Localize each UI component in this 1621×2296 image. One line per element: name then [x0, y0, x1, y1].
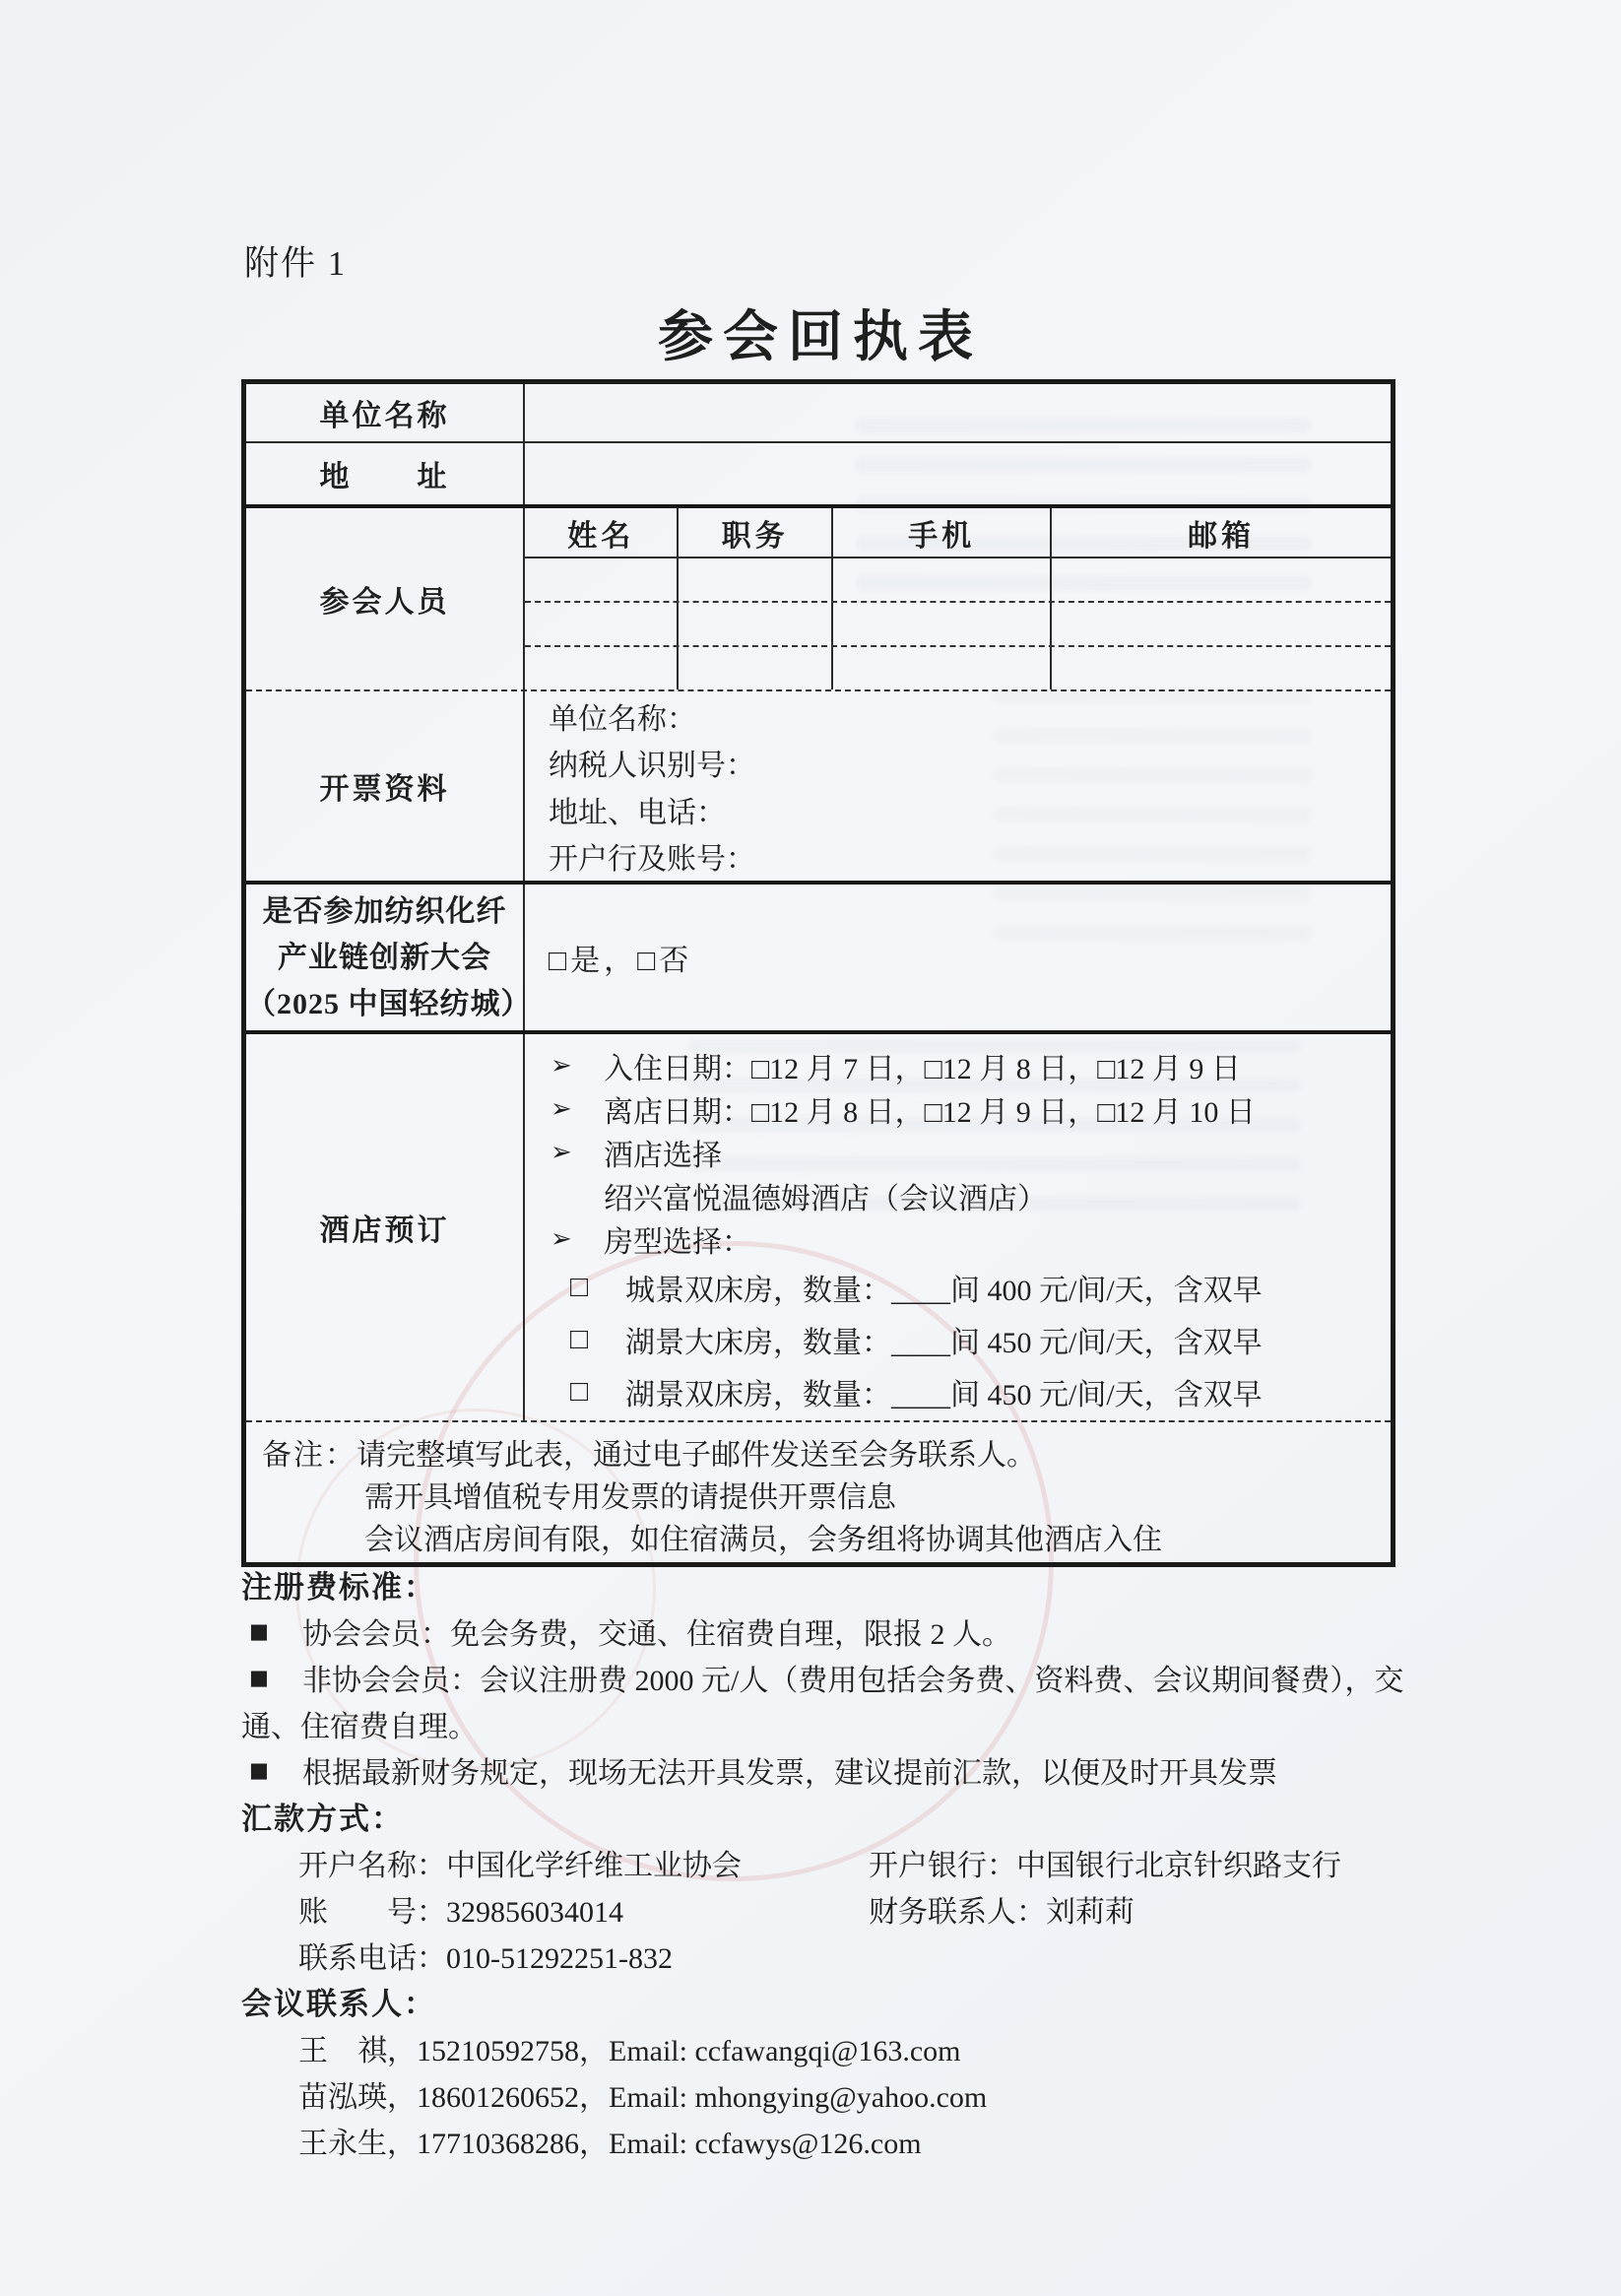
room-lake-king-line: □ 湖景大床房，数量：____间 450 元/间/天，含双早 — [570, 1322, 1263, 1359]
hotel-choice-line: ➢ 酒店选择 — [551, 1138, 722, 1172]
arrow-bullet-icon: ➢ — [551, 1138, 572, 1167]
column-header-mobile: 手机 — [833, 508, 1052, 557]
arrow-bullet-icon: ➢ — [551, 1051, 572, 1081]
hotel-checkin-line: ➢ 入住日期：□12 月 7 日，□12 月 8 日，□12 月 9 日 — [551, 1051, 1241, 1085]
registration-fee-heading: 注册费标准： — [241, 1570, 436, 1605]
payment-bank: 开户银行：中国银行北京针织路支行 — [869, 1849, 1341, 1882]
payment-account-number: 账 号：329856034014 — [298, 1895, 623, 1929]
attachment-label: 附件 1 — [244, 244, 348, 283]
notes-text — [246, 1422, 1182, 1562]
payment-account-name: 开户名称：中国化学纤维工业协会 — [298, 1849, 742, 1882]
attendees-header-row — [525, 508, 1391, 558]
contact-line-3: 王永生，17710368286，Email: ccfawys@126.com — [298, 2127, 922, 2160]
registration-form-table — [241, 379, 1395, 1567]
square-bullet-icon: ■ — [249, 1757, 269, 1782]
participation-choice — [525, 885, 1391, 1030]
hotel-name-line: 绍兴富悦温德姆酒店（会议酒店） — [604, 1183, 1047, 1215]
fee-nonmember-line: ■ 非协会会员：会议注册费 2000 元/人（费用包括会务费、资料费、会议期间餐费），交 — [249, 1664, 1404, 1697]
square-bullet-icon: ■ — [249, 1618, 269, 1643]
address-field — [525, 443, 1391, 504]
row-hotel-booking — [246, 1034, 1391, 1422]
row-attendees — [246, 508, 1391, 691]
yes-no-checkboxes: □是，□否 — [549, 945, 693, 977]
attendee-empty-row — [525, 603, 1391, 647]
checkbox-icon: □ — [570, 1322, 589, 1355]
address-label: 地 址 — [246, 443, 525, 504]
fee-invoice-rule-line: ■ 根据最新财务规定，现场无法开具发票，建议提前汇款，以便及时开具发票 — [249, 1756, 1277, 1790]
payment-row-1 — [241, 1839, 1492, 1885]
participation-label: 是否参加纺织化纤 产业链创新大会 （2025 中国轻纺城） — [246, 885, 525, 1030]
invoice-label: 开票资料 — [246, 691, 525, 881]
notes-line-2: 需开具增值税专用发票的请提供开票信息 — [364, 1481, 896, 1514]
fee-member-line: ■ 协会会员：免会务费，交通、住宿费自理，限报 2 人。 — [249, 1617, 1011, 1651]
page-title: 参会回执表 — [658, 307, 983, 368]
checkbox-icon: □ — [570, 1374, 589, 1408]
hotel-checkout-line: ➢ 离店日期：□12 月 8 日，□12 月 9 日，□12 月 10 日 — [551, 1094, 1256, 1129]
contact-line-1: 王 祺，15210592758，Email: ccfawangqi@163.com — [298, 2034, 961, 2067]
fee-nonmember-continuation: 通、住宿费自理。 — [241, 1710, 478, 1743]
arrow-bullet-icon: ➢ — [551, 1094, 572, 1124]
notes-line-3: 会议酒店房间有限，如住宿满员，会务组将协调其他酒店入住 — [364, 1524, 1162, 1556]
attendees-label: 参会人员 — [246, 508, 525, 689]
column-header-name: 姓名 — [525, 508, 679, 557]
row-address — [246, 443, 1391, 508]
room-lake-twin-line: □ 湖景双床房，数量：____间 450 元/间/天，含双早 — [570, 1374, 1263, 1411]
column-header-email: 邮箱 — [1188, 519, 1256, 553]
payment-row-3 — [241, 1932, 1492, 1978]
square-bullet-icon: ■ — [249, 1665, 269, 1689]
row-unit-name — [246, 384, 1391, 443]
checkbox-icon: □ — [570, 1270, 589, 1303]
invoice-line-addr-phone: 地址、电话： — [549, 796, 726, 829]
payment-row-2 — [241, 1885, 1492, 1932]
invoice-line-bank-acct: 开户行及账号： — [549, 842, 755, 876]
invoice-line-unit-name: 单位名称： — [549, 703, 696, 737]
payment-phone: 联系电话：010-51292251-832 — [298, 1941, 673, 1975]
row-invoice-info — [246, 691, 1391, 885]
notes-label: 备注： — [262, 1439, 357, 1472]
document-footer-sections — [241, 1561, 1492, 2163]
row-notes — [246, 1422, 1391, 1562]
row-participation — [246, 885, 1391, 1034]
notes-line-1: 请完整填写此表，通过电子邮件发送至会务联系人。 — [357, 1439, 1036, 1472]
contacts-heading: 会议联系人： — [241, 1987, 436, 2021]
column-header-title: 职务 — [679, 508, 832, 557]
room-type-heading-line: ➢ 房型选择： — [551, 1224, 751, 1259]
contact-line-2: 苗泓瑛，18601260652，Email: mhongying@yahoo.com — [298, 2080, 988, 2114]
hotel-label: 酒店预订 — [246, 1034, 525, 1420]
payment-finance-contact: 财务联系人：刘莉莉 — [869, 1895, 1135, 1929]
attendee-empty-row — [525, 647, 1391, 689]
attendee-empty-row — [525, 558, 1391, 603]
invoice-fields — [525, 691, 1391, 881]
payment-heading: 汇款方式： — [241, 1802, 404, 1836]
hotel-options — [525, 1034, 1391, 1420]
invoice-line-taxpayer-id: 纳税人识别号： — [549, 750, 755, 783]
arrow-bullet-icon: ➢ — [551, 1224, 572, 1254]
unit-name-field — [525, 384, 1391, 441]
attendees-subtable — [525, 508, 1391, 689]
unit-name-label: 单位名称 — [246, 384, 525, 441]
room-city-twin-line: □ 城景双床房，数量：____间 400 元/间/天，含双早 — [570, 1270, 1263, 1307]
